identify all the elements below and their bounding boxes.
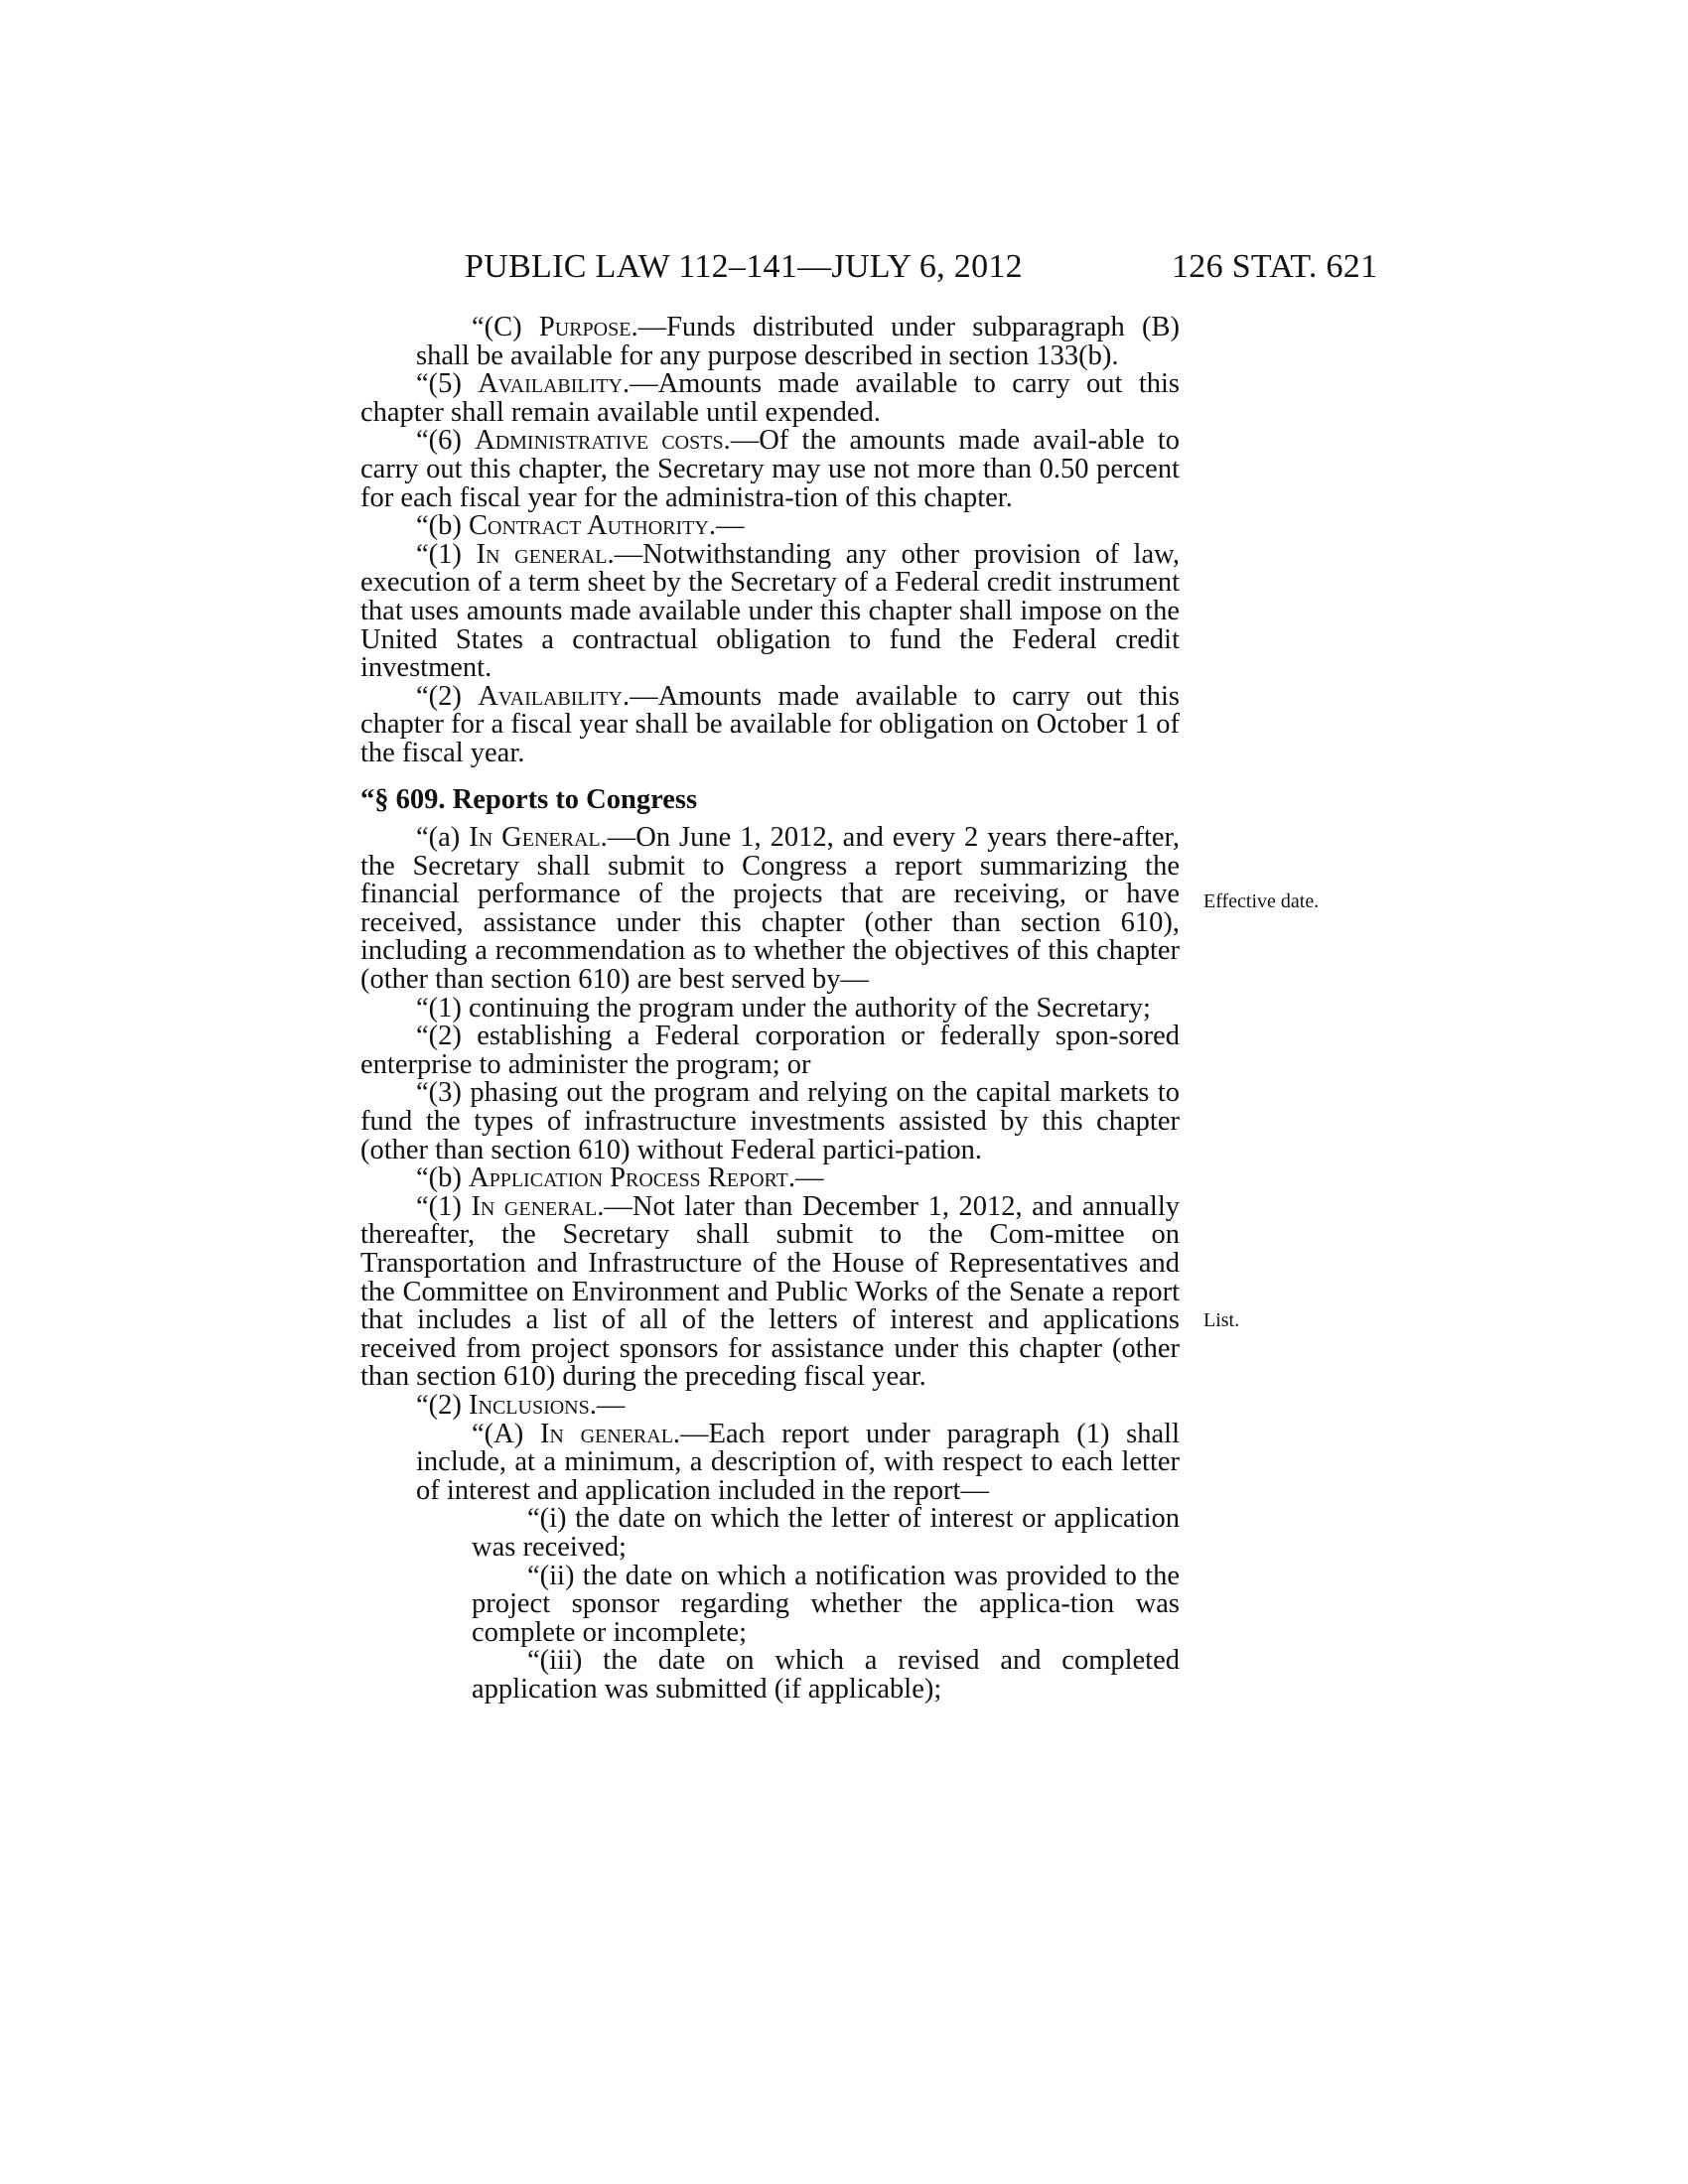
running-header-page-number: 126 STAT. 621 <box>1172 248 1378 285</box>
paragraph-bb2-inclusions: “(2) Inclusions.— <box>416 1389 626 1421</box>
running-header-title: PUBLIC LAW 112–141—JULY 6, 2012 <box>465 248 1023 285</box>
margin-note-effective-date: Effective date. <box>1203 890 1320 912</box>
paragraph-b2-availability: “(2) Availability.—Amounts made available to carry out this chapter for a fiscal year shall be available for obligation on October 1 of the fiscal year. <box>360 680 1180 768</box>
paragraph-a1: “(1) continuing the program under the authority of the Secretary; <box>416 992 1151 1024</box>
clause-iii: “(iii) the date on which a revised and completed application was submitted (if applicable); <box>472 1645 1180 1705</box>
subsection-b-contract-authority: “(b) Contract Authority.— <box>416 510 745 542</box>
clause-i: “(i) the date on which the letter of interest or application was received; <box>472 1503 1180 1563</box>
paragraph-6-administrative-costs: “(6) Administrative costs.—Of the amounts made avail-able to carry out this chapter, the Secretary may use not more than 0.50 percent for each fiscal year for the administra-tion of this chapter. <box>360 425 1180 513</box>
subsection-b-application-process-report: “(b) Application Process Report.— <box>416 1162 824 1194</box>
margin-note-list: List. <box>1203 1309 1240 1331</box>
subparagraph-A-in-general: “(A) In general.—Each report under paragraph (1) shall include, at a minimum, a description of, with respect to each letter of interest and application included in the report— <box>416 1418 1180 1506</box>
clause-ii: “(ii) the date on which a notification was provided to the project sponsor regarding whether the applica-tion was complete or incomplete; <box>472 1560 1180 1648</box>
paragraph-a3: “(3) phasing out the program and relying on the capital markets to fund the types of infrastructure investments assisted by this chapter (other than section 610) without Federal partici-pation. <box>360 1077 1180 1165</box>
paragraph-a2: “(2) establishing a Federal corporation or federally spon-sored enterprise to administer the program; or <box>360 1021 1180 1080</box>
paragraph-b1-in-general: “(1) In general.—Notwithstanding any other provision of law, execution of a term sheet by the Secretary of a Federal credit instrument that uses amounts made available under this chapter shall impose on the United States a contractual obligation to fund the Federal credit investment. <box>360 538 1180 684</box>
document-body <box>360 314 1180 1705</box>
subsection-a-in-general: “(a) In General.—On June 1, 2012, and every 2 years there-after, the Secretary shall submit to Congress a report summarizing the financial performance of the projects that are receiving, or have received, assistance under this chapter (other than section 610), including a recommendation as to whether the objectives of this chapter (other than section 610) are best served by— <box>360 822 1180 996</box>
section-heading: “§ 609. Reports to Congress <box>360 783 698 815</box>
paragraph-bb1-in-general: “(1) In general.—Not later than December 1, 2012, and annually thereafter, the Secretary shall submit to the Com-mittee on Transportation and Infrastructure of the House of Representatives and the Committee on Environment and Public Works of the Senate a report that includes a list of all of the letters of interest and applications received from project sponsors for assistance under this chapter (other than section 610) during the preceding fiscal year. <box>360 1190 1180 1393</box>
paragraph-c-purpose: “(C) Purpose.—Funds distributed under subparagraph (B) shall be available for any purpose described in section 133(b). <box>416 312 1181 371</box>
paragraph-5-availability: “(5) Availability.—Amounts made available to carry out this chapter shall remain available until expended. <box>360 368 1180 428</box>
